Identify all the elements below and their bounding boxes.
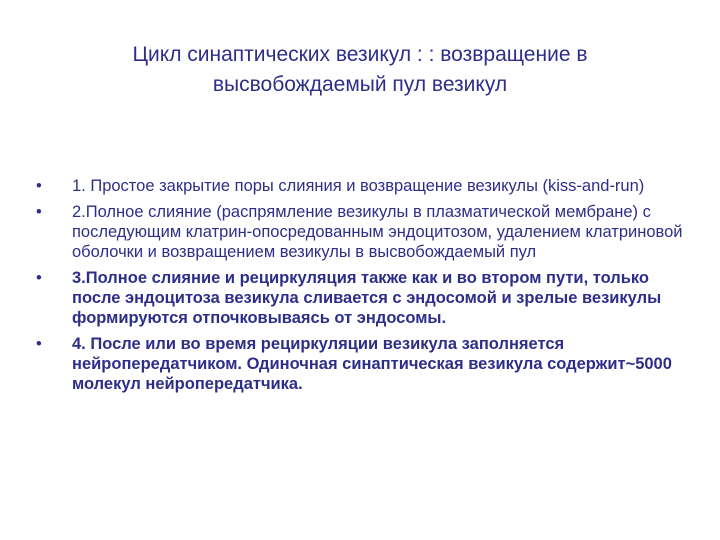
bullet-text: 3.Полное слияние и рециркуляция также как и во втором пути, только после эндоцитоза везикула сливается с эндосомой и зрелые везикулы формируются отпочковываясь от эндосомы. [72, 269, 662, 327]
slide-title: Цикл синаптических везикул : : возвращение в высвобождаемый пул везикул [132, 43, 588, 96]
bullet-text: 4. После или во время рециркуляции везикула заполняется нейропередатчиком. Одиночная синаптическая везикула содержит~5000 молекул нейропередатчика. [72, 335, 672, 393]
bullet-marker: • [36, 335, 42, 353]
bullet-item-3 [36, 268, 686, 328]
bullet-item-1 [36, 176, 686, 196]
bullet-marker: • [36, 269, 42, 287]
bullet-item-2 [36, 202, 686, 262]
bullet-text: 1. Простое закрытие поры слияния и возвращение везикулы (kiss-and-run) [72, 177, 645, 195]
bullet-marker: • [36, 177, 42, 195]
bullet-item-4 [36, 334, 686, 394]
bullet-list [36, 176, 686, 400]
bullet-marker: • [36, 203, 42, 221]
bullet-text: 2.Полное слияние (распрямление везикулы в плазматической мембране) с последующим клатрин-опосредованным эндоцитозом, удалением клатриновой оболочки и возвращением везикулы в высвобождаемый пул [72, 203, 683, 261]
